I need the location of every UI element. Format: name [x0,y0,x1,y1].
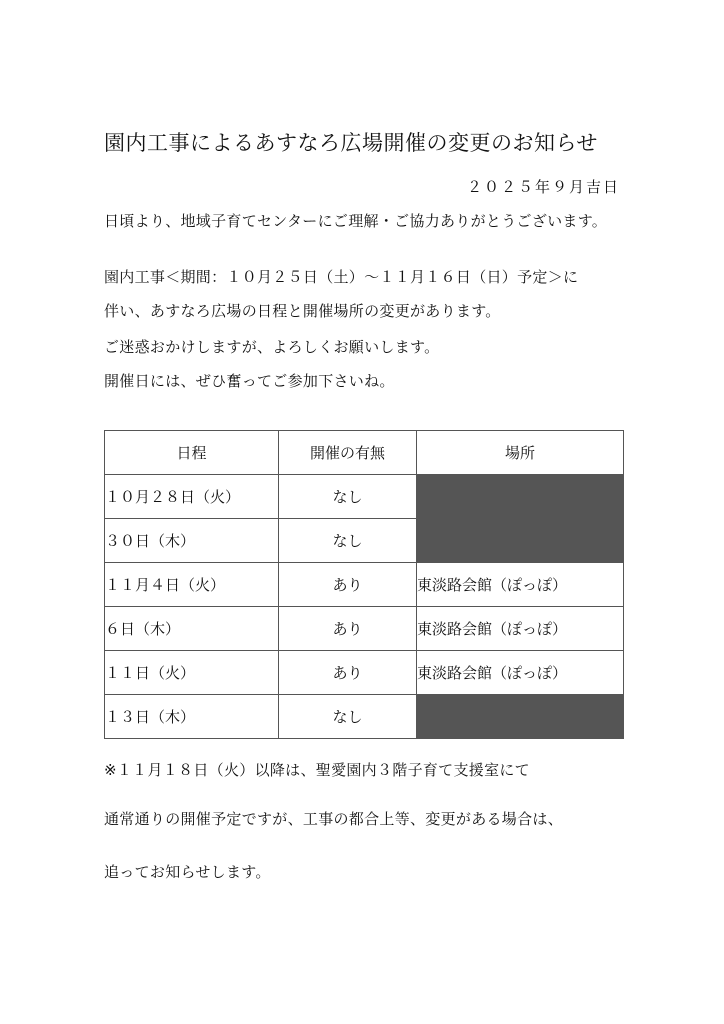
row-held: なし [279,695,417,739]
issue-date: ２０２５年９月吉日 [466,178,620,196]
table-header-row [105,431,624,475]
row-date: ６日（木） [105,607,279,651]
row-place: 東淡路会館（ぽっぽ） [417,607,624,651]
table-row [105,475,624,519]
table-row [105,695,624,739]
paragraph-apology: ご迷惑おかけしますが、よろしくお願いします。 [104,338,440,356]
row-held: あり [279,651,417,695]
row-held: なし [279,519,417,563]
row-place: 東淡路会館（ぽっぽ） [417,651,624,695]
row-date: １１日（火） [105,651,279,695]
header-place: 場所 [417,431,624,475]
row-place-shaded [417,695,624,739]
row-date: １３日（木） [105,695,279,739]
table-row [105,651,624,695]
note-follow-up: 追ってお知らせします。 [104,863,271,881]
row-place-shaded [417,519,624,563]
schedule-table [104,430,624,739]
row-date: １１月４日（火） [105,563,279,607]
header-held: 開催の有無 [279,431,417,475]
paragraph-construction-period: 園内工事＜期間：１０月２５日（土）～１１月１６日（日）予定＞に [104,268,579,286]
row-date: ３０日（木） [105,519,279,563]
paragraph-greeting: 日頃より、地域子育てセンターにご理解・ご協力ありがとうございます。 [104,212,608,230]
note-after-date: ※１１月１８日（火）以降は、聖愛園内３階子育て支援室にて [104,761,530,779]
document-title: 園内工事によるあすなろ広場開催の変更のお知らせ [104,131,598,155]
row-held: あり [279,563,417,607]
row-date: １０月２８日（火） [105,475,279,519]
paragraph-change-notice: 伴い、あすなろ広場の日程と開催場所の変更があります。 [104,302,501,320]
row-place-shaded [417,475,624,519]
note-change-possible: 通常通りの開催予定ですが、工事の都合上等、変更がある場合は、 [104,810,564,828]
table-row [105,563,624,607]
table-row [105,607,624,651]
row-held: あり [279,607,417,651]
paragraph-invitation: 開催日には、ぜひ奮ってご参加下さいね。 [104,372,395,390]
header-date: 日程 [105,431,279,475]
row-place: 東淡路会館（ぽっぽ） [417,563,624,607]
table-row [105,519,624,563]
row-held: なし [279,475,417,519]
